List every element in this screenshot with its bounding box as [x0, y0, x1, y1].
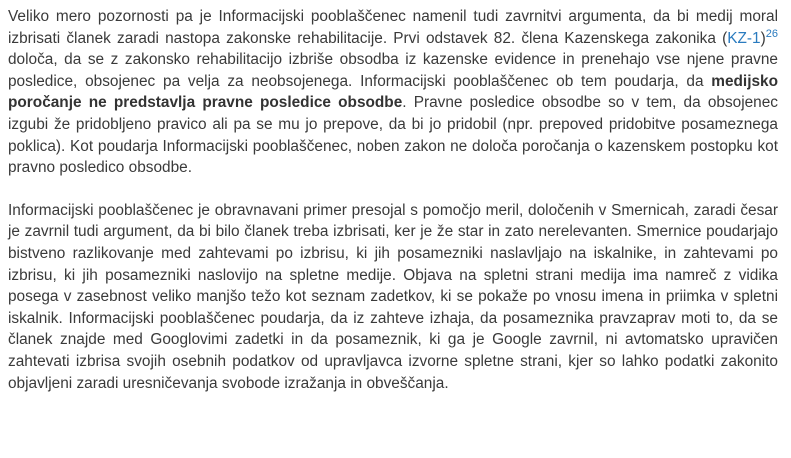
- paragraph-1: [8, 6, 778, 179]
- footnote-26-link[interactable]: 26: [765, 27, 778, 40]
- paragraph-1-text-b: ): [760, 29, 766, 47]
- paragraph-2: Informacijski pooblaščenec je obravnavani primer presojal s pomočjo meril, določenih v Smernicah, zaradi česar je zavrnil tudi argument, da bi bilo članek treba izbrisati, ker je že star in zato nerelevanten. Smernice poudarjajo bistveno razlikovanje med zahtevami po izbrisu, ki jih posamezniki naslavljajo na iskalnike, in zahtevami po izbrisu, ki jih posamezniki naslovijo na spletne medije. Objava na spletni strani medija ima namreč z vidika posega v zasebnost veliko manjšo težo kot seznam zadetkov, ki se pokaže po vnosu imena in priimka v spletni iskalnik. Informacijski pooblaščenec poudarja, da iz zahteve izhaja, da posameznika pravzaprav moti to, da se članek znajde med Googlovimi zadetki in da posameznik, ki ga je Google zavrnil, ni avtomatsko upravičen zahtevati izbrisa svojih osebnih podatkov od upravljavca izvorne spletne strani, kjer so lahko podatki zakonito objavljeni zaradi uresničevanja svobode izražanja in obveščanja.: [8, 201, 778, 392]
- paragraph-1-text-a: Veliko mero pozornosti pa je Informacijski pooblaščenec namenil tudi zavrnitvi argumenta, da bi medij moral izbrisati članek zaradi nastopa zakonske rehabilitacije. Prvi odstavek 82. člena Kazenskega zakonika (: [8, 8, 778, 47]
- paragraph-1-text-d: . Pravne posledice obsodbe so v tem, da obsojenec izgubi že pridobljeno pravico ali pa se mu jo prepove, da bi jo pridobil (npr. prepoved pridobitve posameznega poklica). Kot poudarja Informacijski pooblaščenec, noben zakon ne določa poročanja o kazenskem postopku kot pravno posledico obsodbe.: [8, 94, 778, 177]
- kz1-link[interactable]: KZ-1: [727, 29, 761, 47]
- paragraph-1-text-c: določa, da se z zakonsko rehabilitacijo izbriše obsodba iz kazenske evidence in prenehajo vse njene pravne posledice, obsojenec pa velja za neobsojenega. Informacijski pooblaščenec ob tem poudarja, da: [8, 51, 778, 90]
- article-body: [8, 6, 778, 394]
- paragraph-1-bold-statement: medijsko poročanje ne predstavlja pravne posledice obsodbe: [8, 72, 778, 112]
